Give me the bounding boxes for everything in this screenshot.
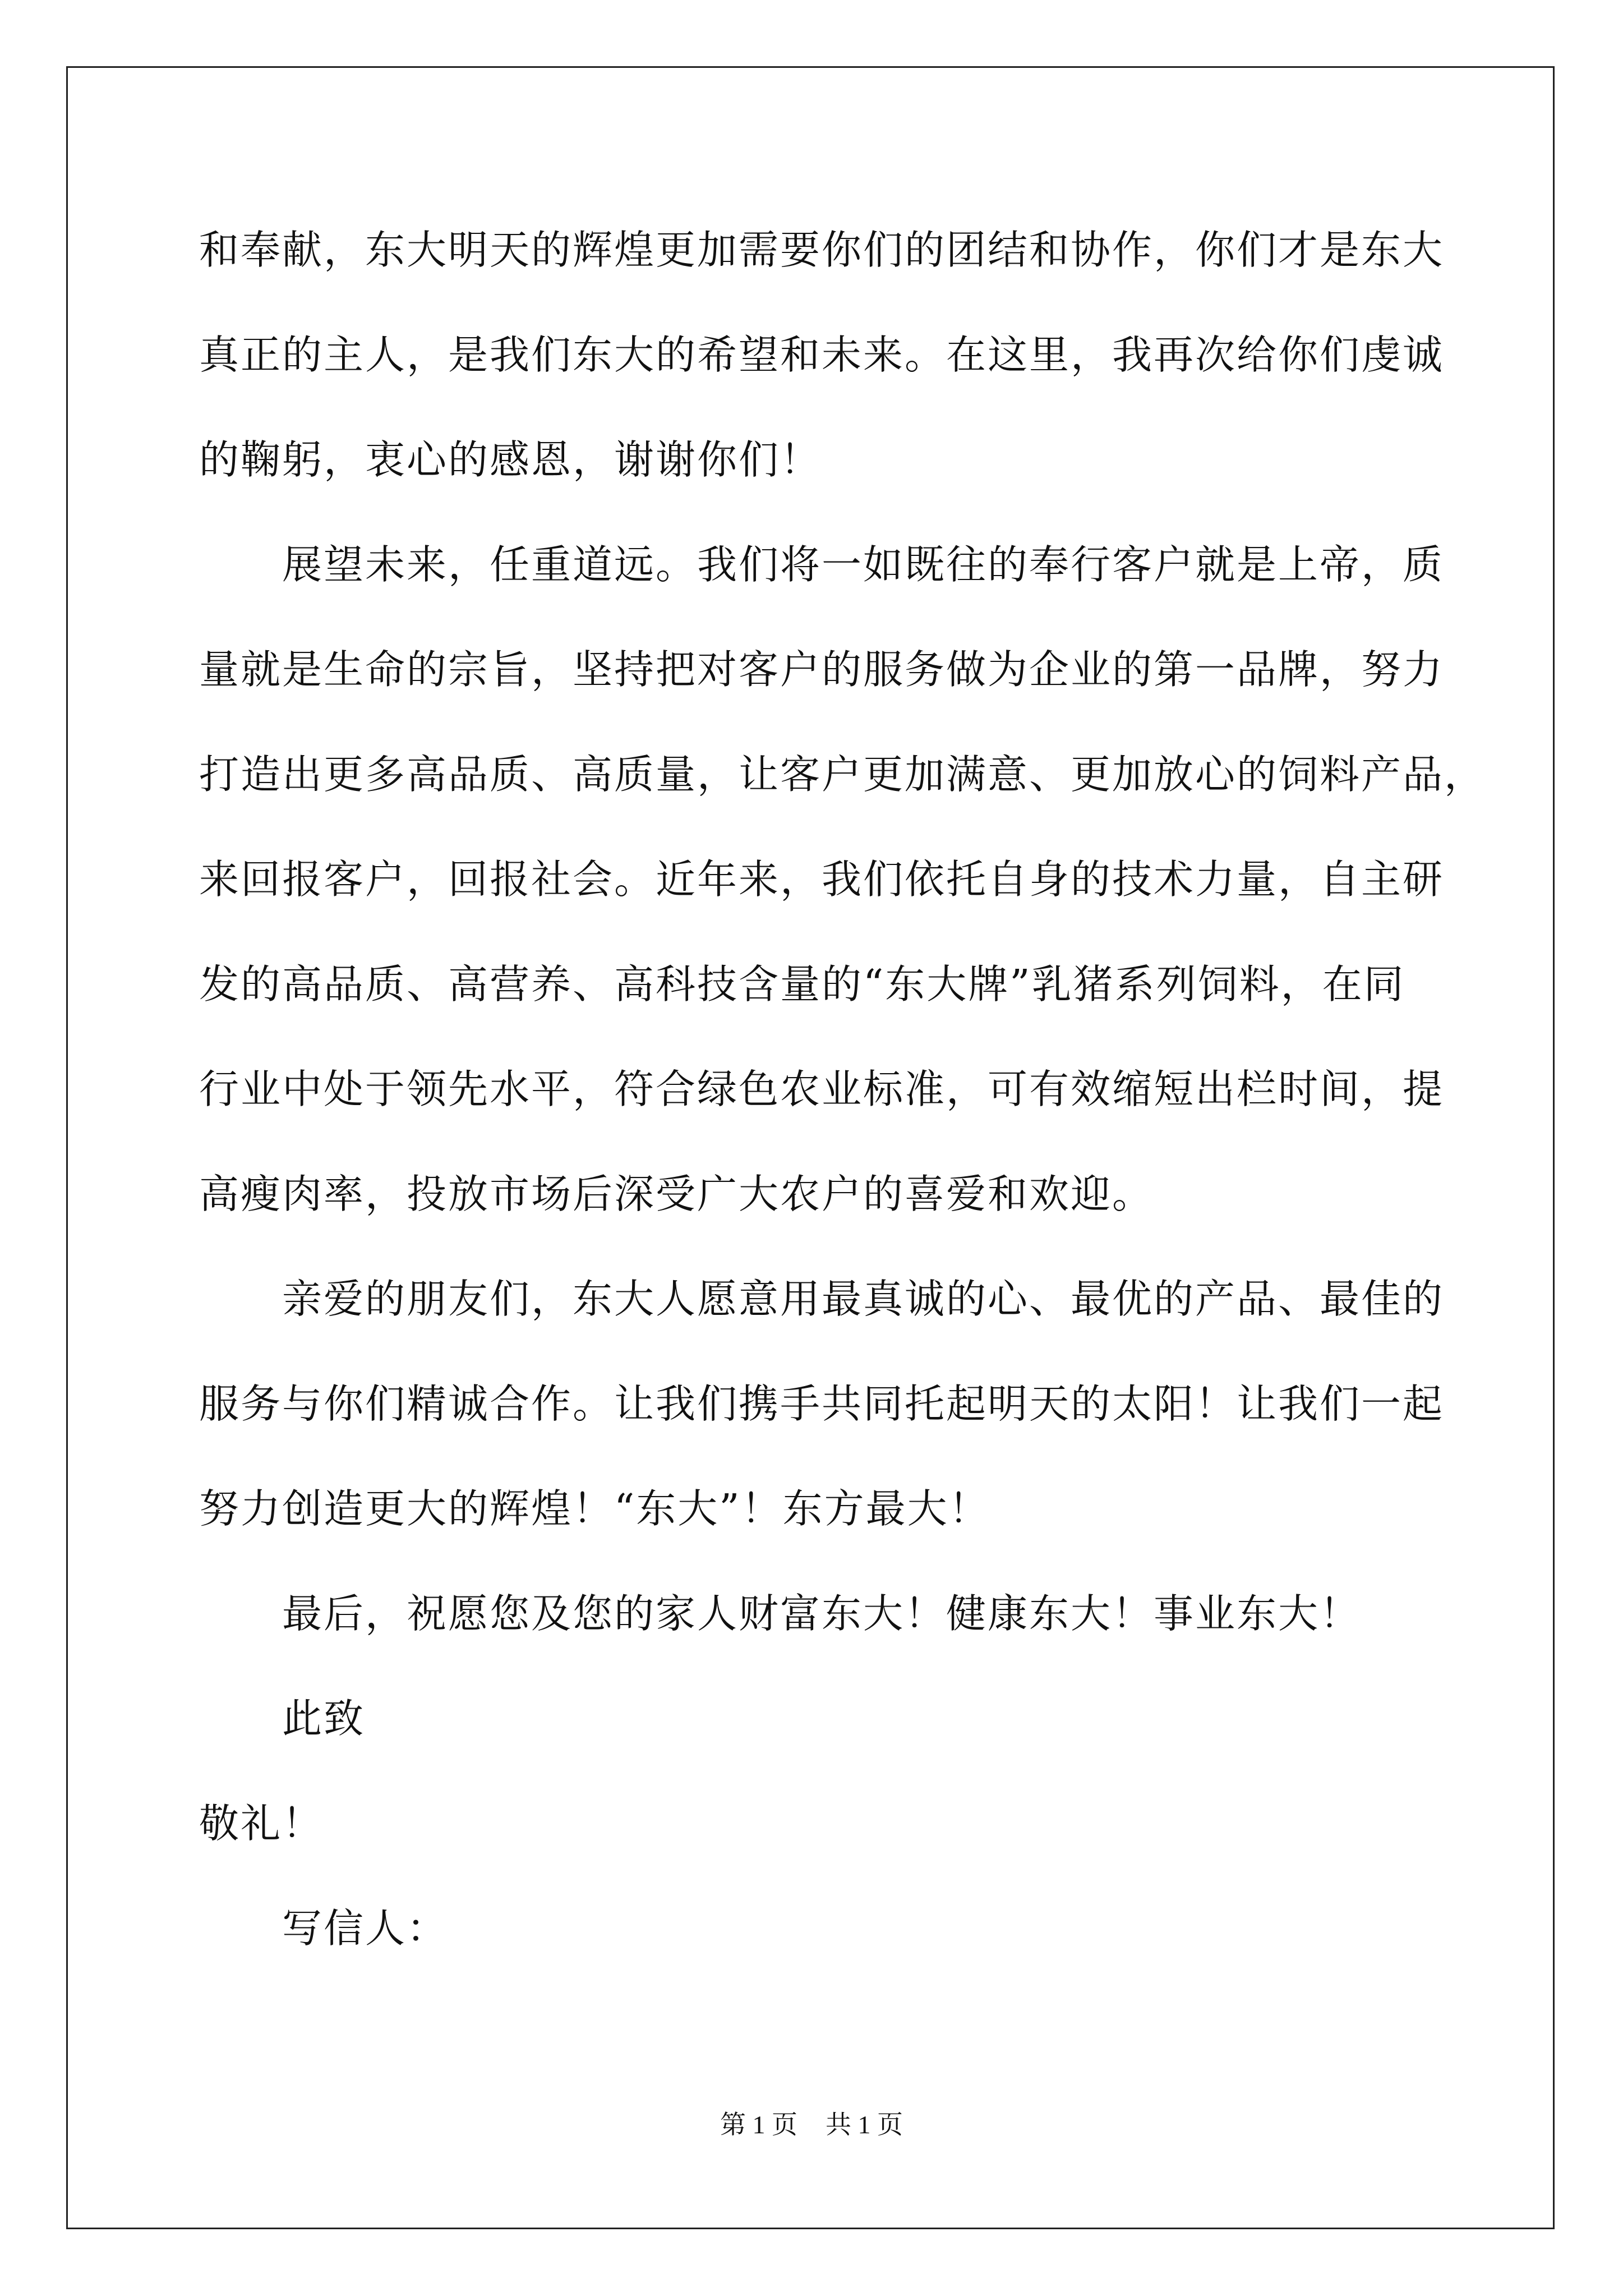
page-footer [0, 2109, 1623, 2141]
text-line: 亲爱的朋友们，东大人愿意用最真诚的心、最优的产品、最佳的 [282, 1276, 1445, 1322]
text-line: 服务与你们精诚合作。让我们携手共同托起明天的太阳！让我们一起 [199, 1381, 1445, 1427]
text-line: 高瘦肉率，投放市场后深受广大农户的喜爱和欢迎。 [199, 1171, 1154, 1217]
signature-label: 写信人： [282, 1905, 449, 1952]
text-line: 的鞠躬，衷心的感恩，谢谢你们！ [199, 436, 822, 483]
letter-body [199, 224, 1486, 2008]
text-line: 最后，祝愿您及您的家人财富东大！健康东大！事业东大！ [282, 1590, 1362, 1637]
text-line: 展望未来，任重道远。我们将一如既往的奉行客户就是上帝，质 [282, 541, 1445, 588]
text-line: 来回报客户，回报社会。近年来，我们依托自身的技术力量，自主研 [199, 856, 1445, 903]
text-line: 发的高品质、高营养、高科技含量的“东大牌”乳猪系列饲料，在同 [199, 961, 1405, 1007]
page-number-total: 共 1 页 [826, 2110, 903, 2139]
text-line: 行业中处于领先水平，符合绿色农业标准，可有效缩短出栏时间，提 [199, 1066, 1445, 1112]
text-line: 真正的主人，是我们东大的希望和未来。在这里，我再次给你们虔诚 [199, 332, 1445, 378]
page-number-current: 第 1 页 [720, 2110, 797, 2139]
text-line: 和奉献，东大明天的辉煌更加需要你们的团结和协作，你们才是东大 [199, 227, 1445, 273]
closing-regards: 敬礼！ [199, 1800, 324, 1847]
text-line: 量就是生命的宗旨，坚持把对客户的服务做为企业的第一品牌，努力 [199, 646, 1445, 693]
text-line: 打造出更多高品质、高质量，让客户更加满意、更加放心的饲料产品， [199, 751, 1486, 798]
text-line: 努力创造更大的辉煌！“东大”！东方最大！ [199, 1485, 990, 1532]
closing-salutation: 此致 [282, 1695, 366, 1742]
